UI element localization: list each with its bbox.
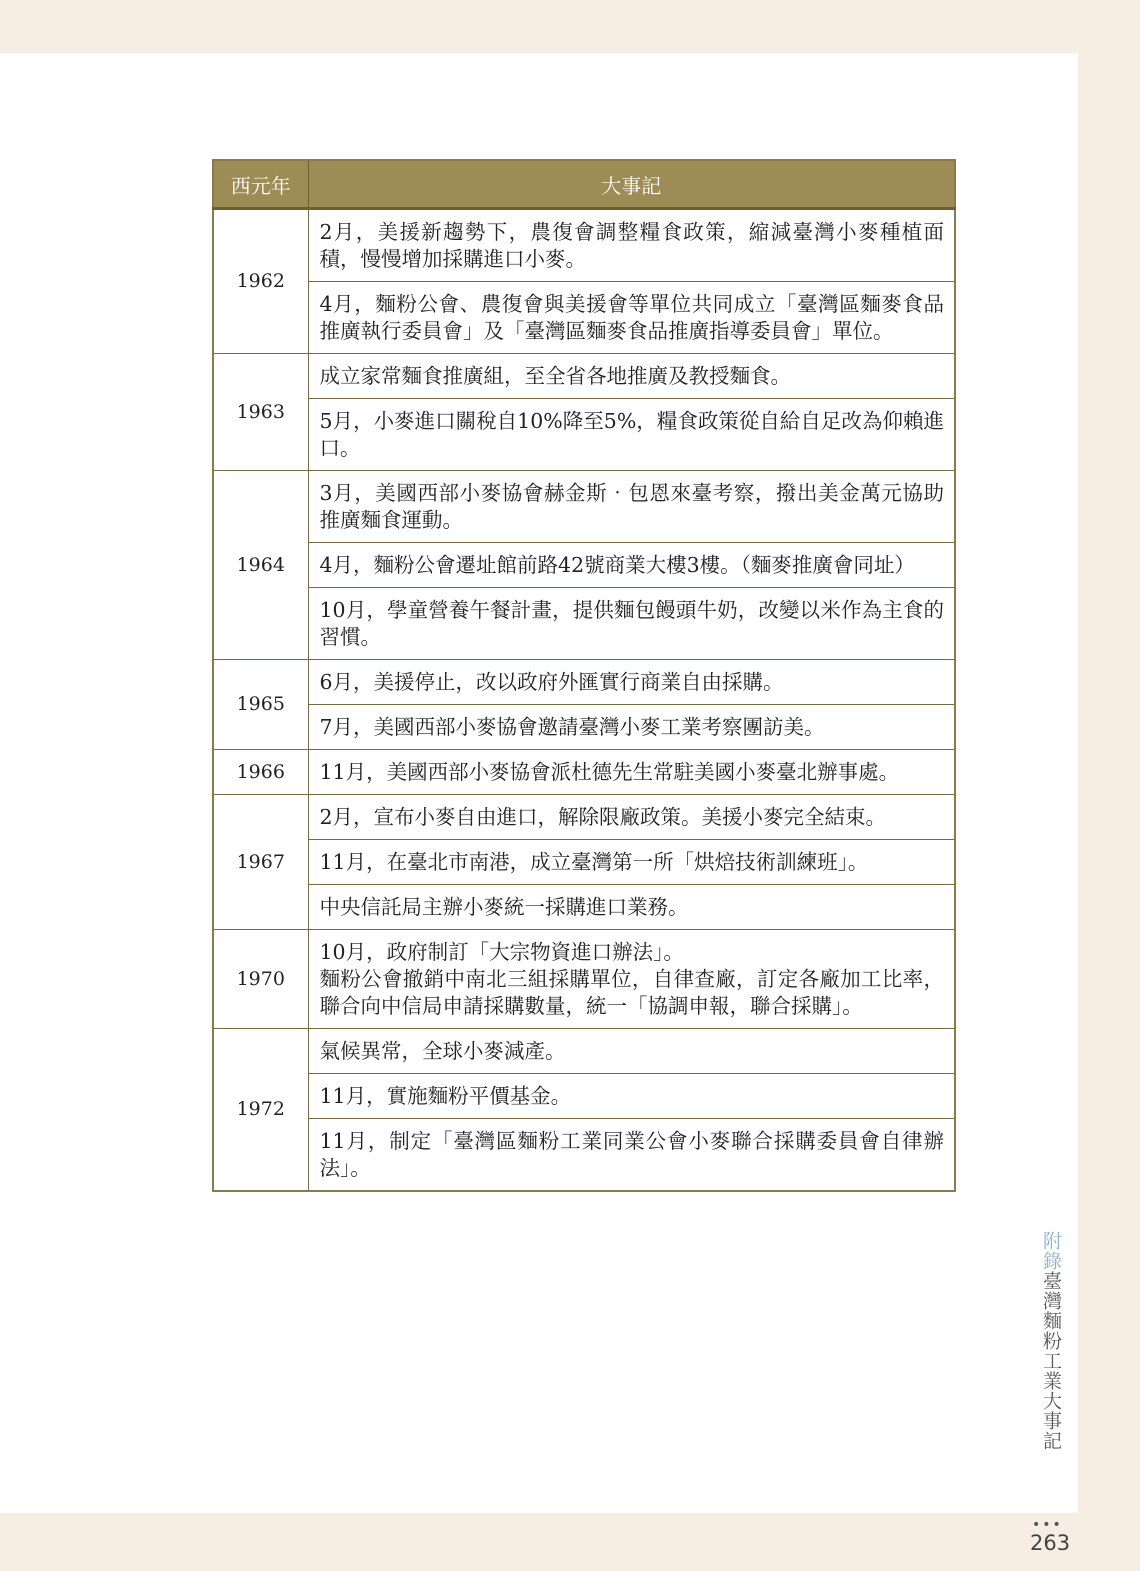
event-cell: 4月，麵粉公會、農復會與美援會等單位共同成立「臺灣區麵麥食品推廣執行委員會」及「臺灣區麵麥食品推廣指導委員會」單位。	[308, 282, 955, 354]
table-row	[213, 930, 955, 1029]
table-body	[213, 209, 955, 1192]
event-cell: 氣候異常，全球小麥減產。	[308, 1029, 955, 1074]
event-cell: 5月，小麥進口關稅自10%降至5%，糧食政策從自給自足改為仰賴進口。	[308, 399, 955, 471]
year-cell: 1967	[213, 795, 308, 930]
year-cell: 1963	[213, 354, 308, 471]
chapter-title: 臺灣麵粉工業大事記	[1040, 1271, 1062, 1451]
year-cell: 1972	[213, 1029, 308, 1192]
table-row	[213, 399, 955, 471]
year-cell: 1965	[213, 660, 308, 750]
table-row	[213, 840, 955, 885]
event-cell: 10月，政府制訂「大宗物資進口辦法」。 麵粉公會撤銷中南北三組採購單位，自律查廠，訂定各廠加工比率，聯合向中信局申請採購數量，統一「協調申報，聯合採購」。	[308, 930, 955, 1029]
header-event: 大事記	[308, 160, 955, 209]
event-cell: 2月，美援新趨勢下，農復會調整糧食政策，縮減臺灣小麥種植面積，慢慢增加採購進口小麥。	[308, 209, 955, 282]
table-row	[213, 354, 955, 399]
event-cell: 11月，實施麵粉平價基金。	[308, 1074, 955, 1119]
event-cell: 4月，麵粉公會遷址館前路42號商業大樓3樓。（麵麥推廣會同址）	[308, 543, 955, 588]
event-cell: 11月，制定「臺灣區麵粉工業同業公會小麥聯合採購委員會自律辦法」。	[308, 1119, 955, 1192]
year-cell: 1962	[213, 209, 308, 354]
side-running-title	[1040, 1231, 1062, 1451]
table-row	[213, 471, 955, 543]
year-cell: 1970	[213, 930, 308, 1029]
event-cell: 10月，學童營養午餐計畫，提供麵包饅頭牛奶，改變以米作為主食的習慣。	[308, 588, 955, 660]
table-row	[213, 1074, 955, 1119]
table-row	[213, 282, 955, 354]
table-row	[213, 660, 955, 705]
table-row	[213, 209, 955, 282]
year-cell: 1966	[213, 750, 308, 795]
header-year: 西元年	[213, 160, 308, 209]
year-cell: 1964	[213, 471, 308, 660]
event-cell: 7月，美國西部小麥協會邀請臺灣小麥工業考察團訪美。	[308, 705, 955, 750]
table-row	[213, 750, 955, 795]
event-cell: 11月，美國西部小麥協會派杜德先生常駐美國小麥臺北辦事處。	[308, 750, 955, 795]
page	[0, 53, 1078, 1555]
table-row	[213, 543, 955, 588]
appendix-label: 附錄	[1040, 1231, 1062, 1271]
chronology-table	[212, 159, 956, 1192]
page-number: 263	[1030, 1531, 1071, 1555]
table-row	[213, 1119, 955, 1192]
table-row	[213, 588, 955, 660]
event-cell: 6月，美援停止，改以政府外匯實行商業自由採購。	[308, 660, 955, 705]
table-row	[213, 795, 955, 840]
table-header-row	[213, 160, 955, 209]
table-row	[213, 705, 955, 750]
event-cell: 3月，美國西部小麥協會赫金斯‧包恩來臺考察，撥出美金萬元協助推廣麵食運動。	[308, 471, 955, 543]
event-cell: 中央信託局主辦小麥統一採購進口業務。	[308, 885, 955, 930]
event-cell: 2月，宣布小麥自由進口，解除限廠政策。美援小麥完全結束。	[308, 795, 955, 840]
event-cell: 成立家常麵食推廣組，至全省各地推廣及教授麵食。	[308, 354, 955, 399]
page-dots: •••	[1032, 1517, 1063, 1533]
table-row	[213, 1029, 955, 1074]
table-row	[213, 885, 955, 930]
event-cell: 11月，在臺北市南港，成立臺灣第一所「烘焙技術訓練班」。	[308, 840, 955, 885]
